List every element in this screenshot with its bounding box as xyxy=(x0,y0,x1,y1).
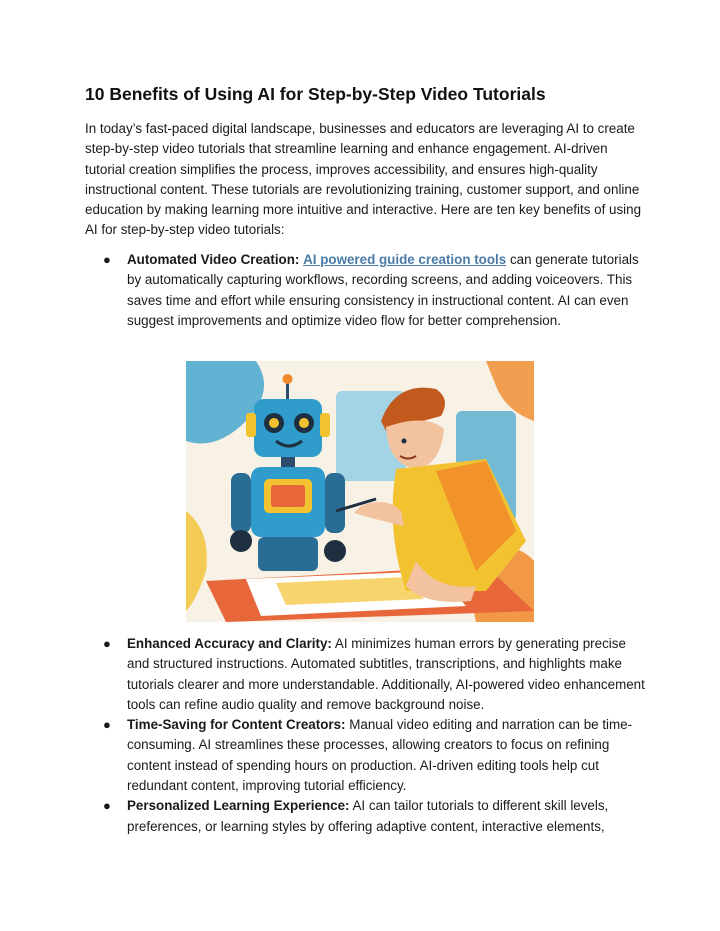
bullet-icon: ● xyxy=(103,717,111,733)
list-item xyxy=(85,250,645,331)
benefits-list xyxy=(85,250,645,331)
bullet-icon: ● xyxy=(103,252,111,267)
list-item xyxy=(85,634,645,715)
item-heading: Automated Video Creation: xyxy=(127,252,300,267)
item-heading: Time-Saving for Content Creators: xyxy=(127,717,346,733)
item-text: AI minimizes human errors by generating precise and structured instructions. Automated subtitles, transcriptions, and highlights make tutorials clearer and more understandable. Additionally, AI-powered video enhancement tools can refine audio quality and remove background noise. xyxy=(127,636,645,712)
bullet-icon: ● xyxy=(103,798,111,814)
list-item xyxy=(85,715,645,796)
guide-tools-link[interactable]: AI powered guide creation tools xyxy=(303,252,507,267)
list-item xyxy=(85,796,645,837)
item-text: Manual video editing and narration can be time-consuming. AI streamlines these processes, allowing creators to focus on refining content instead of spending hours on production. AI-driven editing tools help cut redundant content, improving tutorial efficiency. xyxy=(127,717,633,794)
benefits-list-continued xyxy=(85,634,645,837)
bullet-icon: ● xyxy=(103,636,111,651)
item-text: can generate tutorials by automatically capturing workflows, recording screens, and adding voiceovers. This saves time and effort while ensuring consistency in instructional content. AI can even suggest improvements and optimize video flow for better comprehension. xyxy=(127,252,639,328)
item-heading: Enhanced Accuracy and Clarity: xyxy=(127,636,332,651)
intro-paragraph: In today’s fast-paced digital landscape, businesses and educators are leveraging AI to create step-by-step video tutorials that streamline learning and enhance engagement. AI-driven tutorial creation simplifies the process, improves accessibility, and ensures high-quality instructional content. These tutorials are revolutionizing training, customer support, and online education by making learning more intuitive and interactive. Here are ten key benefits of using AI for step-by-step video tutorials: xyxy=(85,121,642,238)
item-text: AI can tailor tutorials to different skill levels, preferences, or learning styles by offering adaptive content, interactive elements, xyxy=(127,798,609,834)
item-heading: Personalized Learning Experience: xyxy=(127,798,350,814)
page-title: 10 Benefits of Using AI for Step-by-Step Video Tutorials xyxy=(85,84,546,104)
robot-and-man-illustration xyxy=(186,361,534,622)
